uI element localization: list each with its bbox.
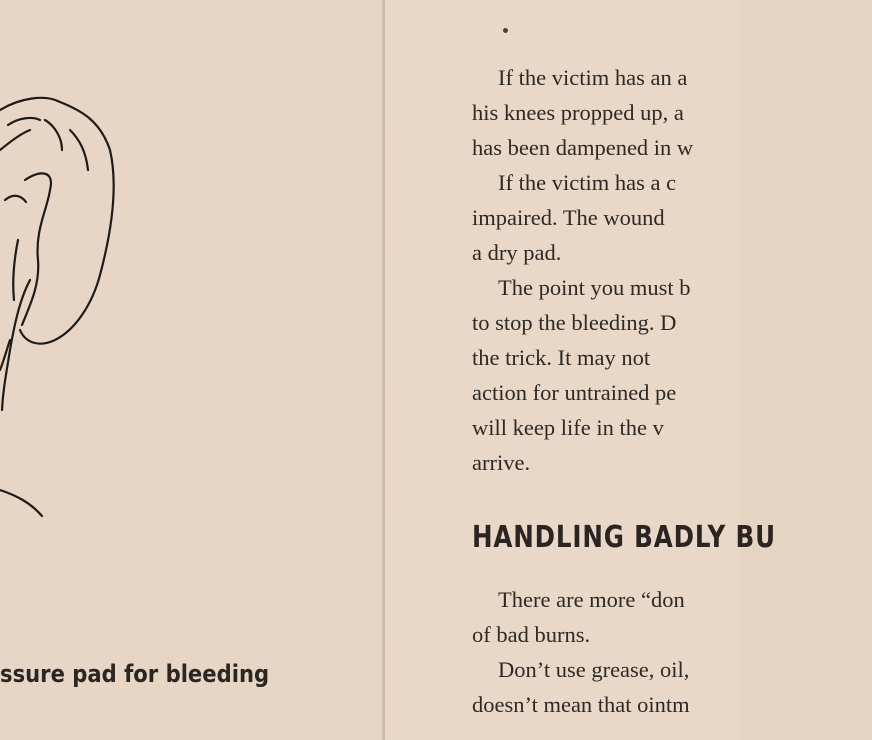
illustration-caption: ssure pad for bleeding	[0, 660, 270, 688]
text-line: There are more “don	[498, 587, 685, 612]
text-line: a dry pad.	[472, 240, 562, 265]
body-text-top	[472, 60, 872, 480]
text-line: The point you must b	[498, 275, 691, 300]
left-page	[0, 0, 384, 740]
text-line: the trick. It may not	[472, 345, 651, 370]
text-line: If the victim has a c	[498, 170, 677, 195]
section-heading: HANDLING BADLY BU	[472, 520, 776, 555]
text-line: arrive.	[472, 450, 531, 475]
text-line: to stop the bleeding. D	[472, 310, 677, 335]
text-line: has been dampened in w	[472, 135, 694, 160]
text-line: will keep life in the v	[472, 415, 664, 440]
text-line: If the victim has an a	[498, 65, 688, 90]
text-line: action for untrained pe	[472, 380, 677, 405]
text-line: Don’t use grease, oil,	[498, 657, 690, 682]
body-text-bottom	[472, 582, 872, 722]
hand-pressing-pad-illustration	[0, 90, 130, 530]
text-line: of bad burns.	[472, 622, 591, 647]
text-line: impaired. The wound	[472, 205, 665, 230]
page-mark	[503, 28, 508, 33]
text-line: doesn’t mean that ointm	[472, 692, 690, 717]
text-line: his knees propped up, a	[472, 100, 684, 125]
